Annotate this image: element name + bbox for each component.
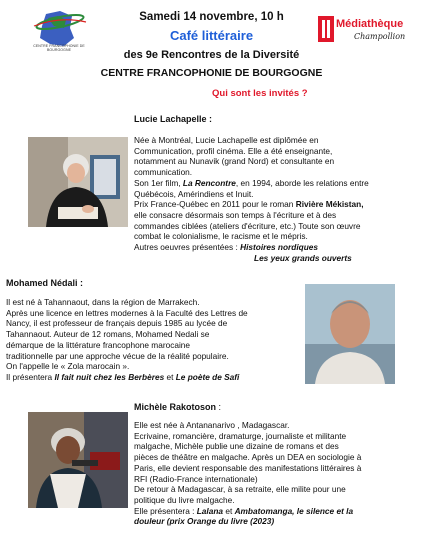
bio-line: Tahannaout. Auteur de 12 romans, Mohamed Nedali se: [6, 329, 210, 340]
lucie-lachapelle-bio: [134, 135, 419, 263]
event-date: Samedi 14 novembre, 10 h: [139, 11, 284, 23]
michele-rakotoson-bio: [134, 420, 419, 527]
mediatheque-logo-script: Champollion: [354, 32, 406, 41]
bio-line: RFI (Radio-France internationale): [134, 473, 258, 484]
bio-line: traditionnelle par une approche vécue de la réalité populaire.: [6, 350, 229, 361]
bio-line: communication.: [134, 167, 193, 178]
bio-line: [134, 178, 419, 189]
text: Son 1er film,: [134, 177, 183, 188]
bio-line: notamment au Nunavik (grand Nord) et consultante en: [134, 156, 335, 167]
michele-rakotoson-name: Michèle Rakotoson: [134, 402, 217, 412]
bio-line: De retour à Madagascar, à sa retraite, elle milite pour une: [134, 484, 346, 495]
bio-line: Née à Montréal, Lucie Lachapelle est diplômée en: [134, 135, 319, 145]
film-title: La Rencontre: [182, 177, 236, 188]
bio-line: Il est né à Tahannaout, dans la région de Marrakech.: [6, 297, 200, 307]
text: Prix France-Québec en 2011 pour le roman: [134, 199, 296, 210]
bio-line: [134, 199, 419, 210]
bio-line: [134, 242, 419, 253]
book-title: Histoires nordiques: [240, 242, 318, 253]
text: et: [164, 371, 176, 382]
bio-line: démarque de la littérature francophone marocaine: [6, 339, 191, 350]
text: Elle présentera :: [134, 505, 197, 516]
bio-line: combat le colonialisme, le racisme et le mépris.: [134, 231, 308, 242]
bio-line: commandes ciblées (ateliers d'écriture, etc.) Toute son œuvre: [134, 220, 361, 231]
lucie-lachapelle-photo: [28, 137, 128, 227]
text: et: [223, 505, 235, 516]
book-title: Le poète de Safi: [175, 371, 240, 382]
bio-line: [6, 372, 306, 383]
bio-line: malgache, Michèle publie une dizaine de romans et des: [134, 441, 339, 452]
bio-line: Québécois, Amérindiens et Inuit.: [134, 188, 254, 199]
book-title: Rivière Mékistan,: [295, 199, 364, 210]
book-title: Il fait nuit chez les Berbères: [54, 371, 165, 382]
bio-line: Les yeux grands ouverts: [254, 252, 352, 263]
bio-line: Elle est née à Antananarivo , Madagascar.: [134, 420, 290, 430]
text: Il présentera: [6, 371, 55, 382]
michele-rakotoson-heading: [134, 402, 221, 412]
event-subtitle: des 9e Rencontres de la Diversité: [123, 49, 300, 61]
text: :: [216, 402, 222, 412]
michele-rakotoson-photo: [28, 412, 128, 508]
guests-question: Qui sont les invités ?: [212, 88, 308, 99]
bio-line: politique du livre malgache.: [134, 494, 235, 505]
bio-line: Ecrivaine, romancière, dramaturge, journaliste et militante: [134, 430, 347, 441]
book-title: Lalana: [196, 505, 224, 516]
bio-line: pièces de théâtre en malgache. Après un DEA en sociologie à: [134, 452, 362, 463]
mohamed-nedali-name: Mohamed Nédali :: [6, 278, 84, 288]
lucie-lachapelle-name: Lucie Lachapelle :: [134, 114, 213, 124]
event-title: Café littéraire: [169, 28, 254, 43]
text: Autres oeuvres présentées :: [134, 242, 241, 253]
bio-line: douleur (prix Orange du livre (2023): [134, 516, 275, 527]
bio-line: Après une licence en lettres modernes à la Faculté des Lettres de: [6, 307, 248, 318]
mediatheque-logo-text: Médiathèque: [336, 18, 404, 30]
bio-line: Nancy, il est professeur de français depuis 1985 au lycée de: [6, 318, 228, 329]
event-venue: CENTRE FRANCOPHONIE DE BOURGOGNE: [100, 67, 323, 79]
mohamed-nedali-photo: [305, 284, 395, 384]
text: , en 1994, aborde les relations entre: [235, 177, 369, 188]
bio-line: [134, 506, 419, 517]
book-title: Ambatomanga, le silence et la: [234, 505, 354, 516]
bio-line: elle consacre désormais son temps à l'écriture et à des: [134, 209, 337, 220]
bio-line: On l'appelle le « Zola marocain ».: [6, 361, 130, 372]
mohamed-nedali-bio: [6, 297, 306, 383]
francophonie-logo-caption: CENTRE FRANCOPHONIE DE BOURGOGNE: [33, 44, 85, 52]
bio-line: Paris, elle devient responsable des manifestations littéraires à: [134, 462, 362, 473]
bio-line: Communication, profil cinéma. Elle a été enseignante,: [134, 145, 333, 156]
